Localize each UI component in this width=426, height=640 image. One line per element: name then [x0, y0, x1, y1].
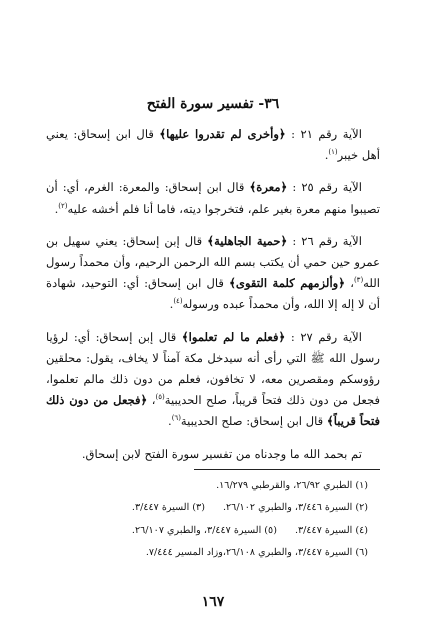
commentary-text: قال إبن إسحاق: أي: لرؤيا رسول الله ﷺ التي رأى أنه سيدخل مكة آمناً لا يخاف، يقول: محلقين رؤوسكم ومقصرين معه، لا تخافون، فعلم من دون ذلك مالم تعلموا، فجعل من دون ذلك فتحاً قريباً، صلح الحديبية [46, 329, 380, 408]
footnote-divider [194, 469, 380, 470]
commentary-text: قال إبن إسحاق: يعني سهيل بن عمرو حين حمي أن يكتب بسم الله الرحمن الرحيم، وأن محمداً رسول الله [46, 233, 380, 291]
footnote-row [40, 475, 368, 497]
quran-quote: ﴿معرة﴾ [249, 180, 288, 195]
footnote-ref: (٦) [171, 414, 181, 423]
commentary-text: قال ابن إسحاق: صلح الحديبية [180, 414, 327, 429]
punctuation: ، [147, 393, 156, 408]
commentary-text: قال ابن إسحاق: أي: التوحيد، شهادة أن لا إله إلا الله، وأن محمداً عبده ورسوله [46, 276, 380, 312]
footnote-ref: (١) [328, 148, 338, 157]
footnote-6: (٦) السيرة ٣/٤٤٧، والطبري ٢٦/١٠٨،وزاد المسير ٧/٤٤٤. [145, 547, 368, 559]
commentary-text: قال ابن إسحاق: والمعرة: الغرم، أي: أن تصيبوا منهم معرة بغير علم، فتخرجوا ديته، فاما أنا فلم أخشه عليه [46, 180, 380, 216]
punctuation: . [54, 201, 59, 216]
paragraph-verse-27 [46, 327, 380, 433]
footnote-1: (١) الطبري ٢٦/٩٢، والقرطبي ١٦/٢٧٩. [216, 480, 368, 491]
footnote-row [40, 542, 368, 564]
body-text [46, 124, 380, 465]
quran-quote: ﴿وألزمهم كلمة التقوى﴾ [229, 276, 346, 291]
verse-label: الآية رقم ٢٥ : [287, 180, 362, 195]
footnote-row [40, 497, 368, 519]
paragraph-verse-25 [46, 177, 380, 219]
footnote-ref: (٤) [173, 297, 183, 306]
chapter-title: ٣٦- تفسير سورة الفتح [146, 96, 280, 112]
footnote-4: (٤) السيرة ٣/٤٤٧. [294, 524, 368, 536]
footnote-ref: (٢) [58, 201, 68, 210]
quran-quote: ﴿حمية الجاهلية﴾ [207, 233, 288, 248]
page-number: ١٦٧ [201, 594, 225, 610]
verse-label: الآية رقم ٢٦ : [287, 233, 362, 248]
footnote-row [40, 520, 368, 542]
punctuation: . [168, 414, 172, 429]
paragraph-verse-21 [46, 124, 380, 166]
quran-quote: ﴿وأخرى لم تقدروا عليها﴾ [159, 127, 286, 141]
quran-quote: ﴿فجعل من دون ذلك فتحاً قريباً﴾ [46, 393, 380, 429]
verse-label: الآية رقم ٢١ : [285, 127, 362, 141]
footnotes [40, 475, 368, 565]
commentary-text: قال ابن إسحاق: يعني أهل خيبر [46, 127, 380, 163]
footnote-3: (٣) السيرة ٣/٤٤٧. [131, 502, 205, 514]
punctuation: . [324, 148, 329, 163]
closing-line: تم بحمد الله ما وجدناه من تفسير سورة الفتح لابن إسحاق. [81, 446, 362, 461]
footnote-5: (٥) السيرة ٣/٤٤٧، والطبري ٢٦/١٠٧. [131, 524, 277, 536]
footnote-ref: (٣) [353, 276, 364, 285]
punctuation: ، [345, 276, 354, 291]
punctuation: . [169, 297, 174, 312]
footnote-2: (٢) السيرة ٣/٤٤٦، والطبري ٢٦/١٠٢. [222, 502, 368, 514]
footnote-ref: (٥) [155, 393, 165, 402]
paragraph-verse-26 [46, 231, 380, 316]
verse-label: الآية رقم ٢٧ : [285, 329, 362, 344]
quran-quote: ﴿فعلم ما لم تعلموا﴾ [181, 329, 286, 344]
